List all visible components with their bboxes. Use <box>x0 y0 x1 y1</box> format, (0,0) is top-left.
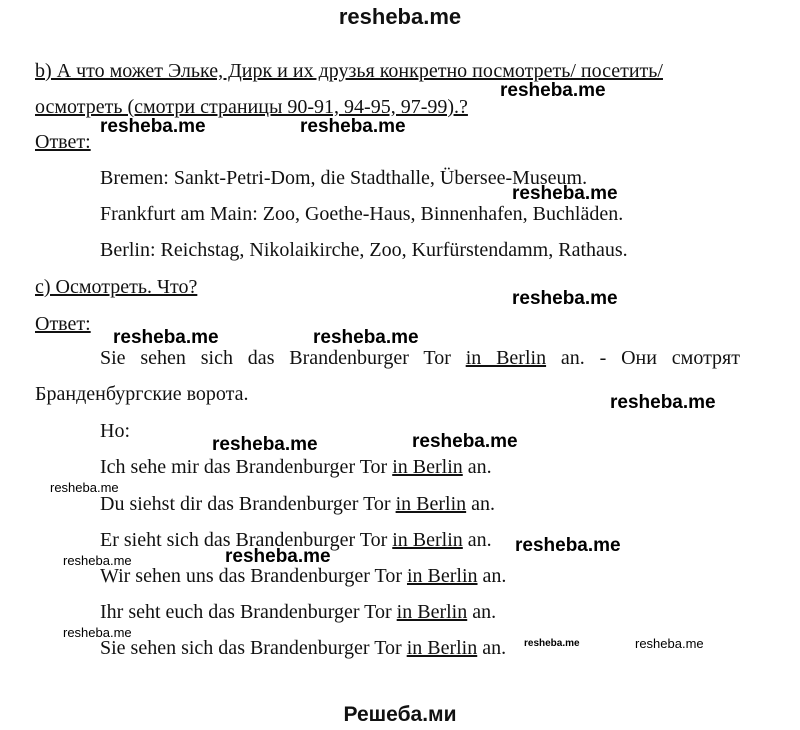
watermark: resheba.me <box>635 636 704 651</box>
conjugation-er: Er sieht sich das Brandenburger Tor in Berlin an. <box>100 529 492 551</box>
conjugation-sie: Sie sehen sich das Brandenburger Tor in Berlin an. <box>100 637 507 659</box>
watermark: resheba.me <box>100 116 206 137</box>
task-c-answer-label: Ответ: <box>35 313 91 335</box>
task-b-question-line1: b) А что может Эльке, Дирк и их друзья конкретно посмотреть/ посетить/ <box>35 60 663 82</box>
watermark: resheba.me <box>610 392 716 413</box>
watermark: resheba.me <box>300 116 406 137</box>
conjugation-du: Du siehst dir das Brandenburger Tor in Berlin an. <box>100 493 496 515</box>
but-label: Но: <box>100 420 130 442</box>
task-b-question-line2: осмотреть (смотри страницы 90-91, 94-95, 97-99).? <box>35 96 468 118</box>
example-link: in Berlin <box>465 347 547 369</box>
conjugation-ihr: Ihr seht euch das Brandenburger Tor in Berlin an. <box>100 601 497 623</box>
answer-berlin: Berlin: Reichstag, Nikolaikirche, Zoo, Kurfürstendamm, Rathaus. <box>100 239 628 261</box>
watermark: resheba.me <box>50 480 119 495</box>
answer-bremen: Bremen: Sankt-Petri-Dom, die Stadthalle, Übersee-Museum. <box>100 167 588 189</box>
task-c-question: c) Осмотреть. Что? <box>35 276 198 298</box>
conjugation-ich: Ich sehe mir das Brandenburger Tor in Berlin an. <box>100 456 492 478</box>
watermark: resheba.me <box>63 553 132 568</box>
watermark: resheba.me <box>225 546 331 567</box>
watermark: resheba.me <box>524 638 580 649</box>
watermark: resheba.me <box>113 327 219 348</box>
example-sentence: Sie sehen sich das Brandenburger Tor in Berlin an. - Они смотрят <box>100 347 740 369</box>
task-b-answer-label: Ответ: <box>35 131 91 153</box>
watermark: resheba.me <box>512 183 618 204</box>
answer-frankfurt: Frankfurt am Main: Zoo, Goethe-Haus, Binnenhafen, Buchläden. <box>100 203 624 225</box>
watermark: resheba.me <box>512 288 618 309</box>
watermark: resheba.me <box>313 327 419 348</box>
example-translation: Бранденбургские ворота. <box>35 383 249 405</box>
watermark: resheba.me <box>412 431 518 452</box>
watermark: resheba.me <box>500 80 606 101</box>
watermark: resheba.me <box>63 625 132 640</box>
site-header: resheba.me <box>338 4 462 29</box>
watermark: resheba.me <box>515 535 621 556</box>
conjugation-wir: Wir sehen uns das Brandenburger Tor in Berlin an. <box>100 565 507 587</box>
watermark: resheba.me <box>212 434 318 455</box>
site-footer: Решеба.ми <box>343 703 457 726</box>
